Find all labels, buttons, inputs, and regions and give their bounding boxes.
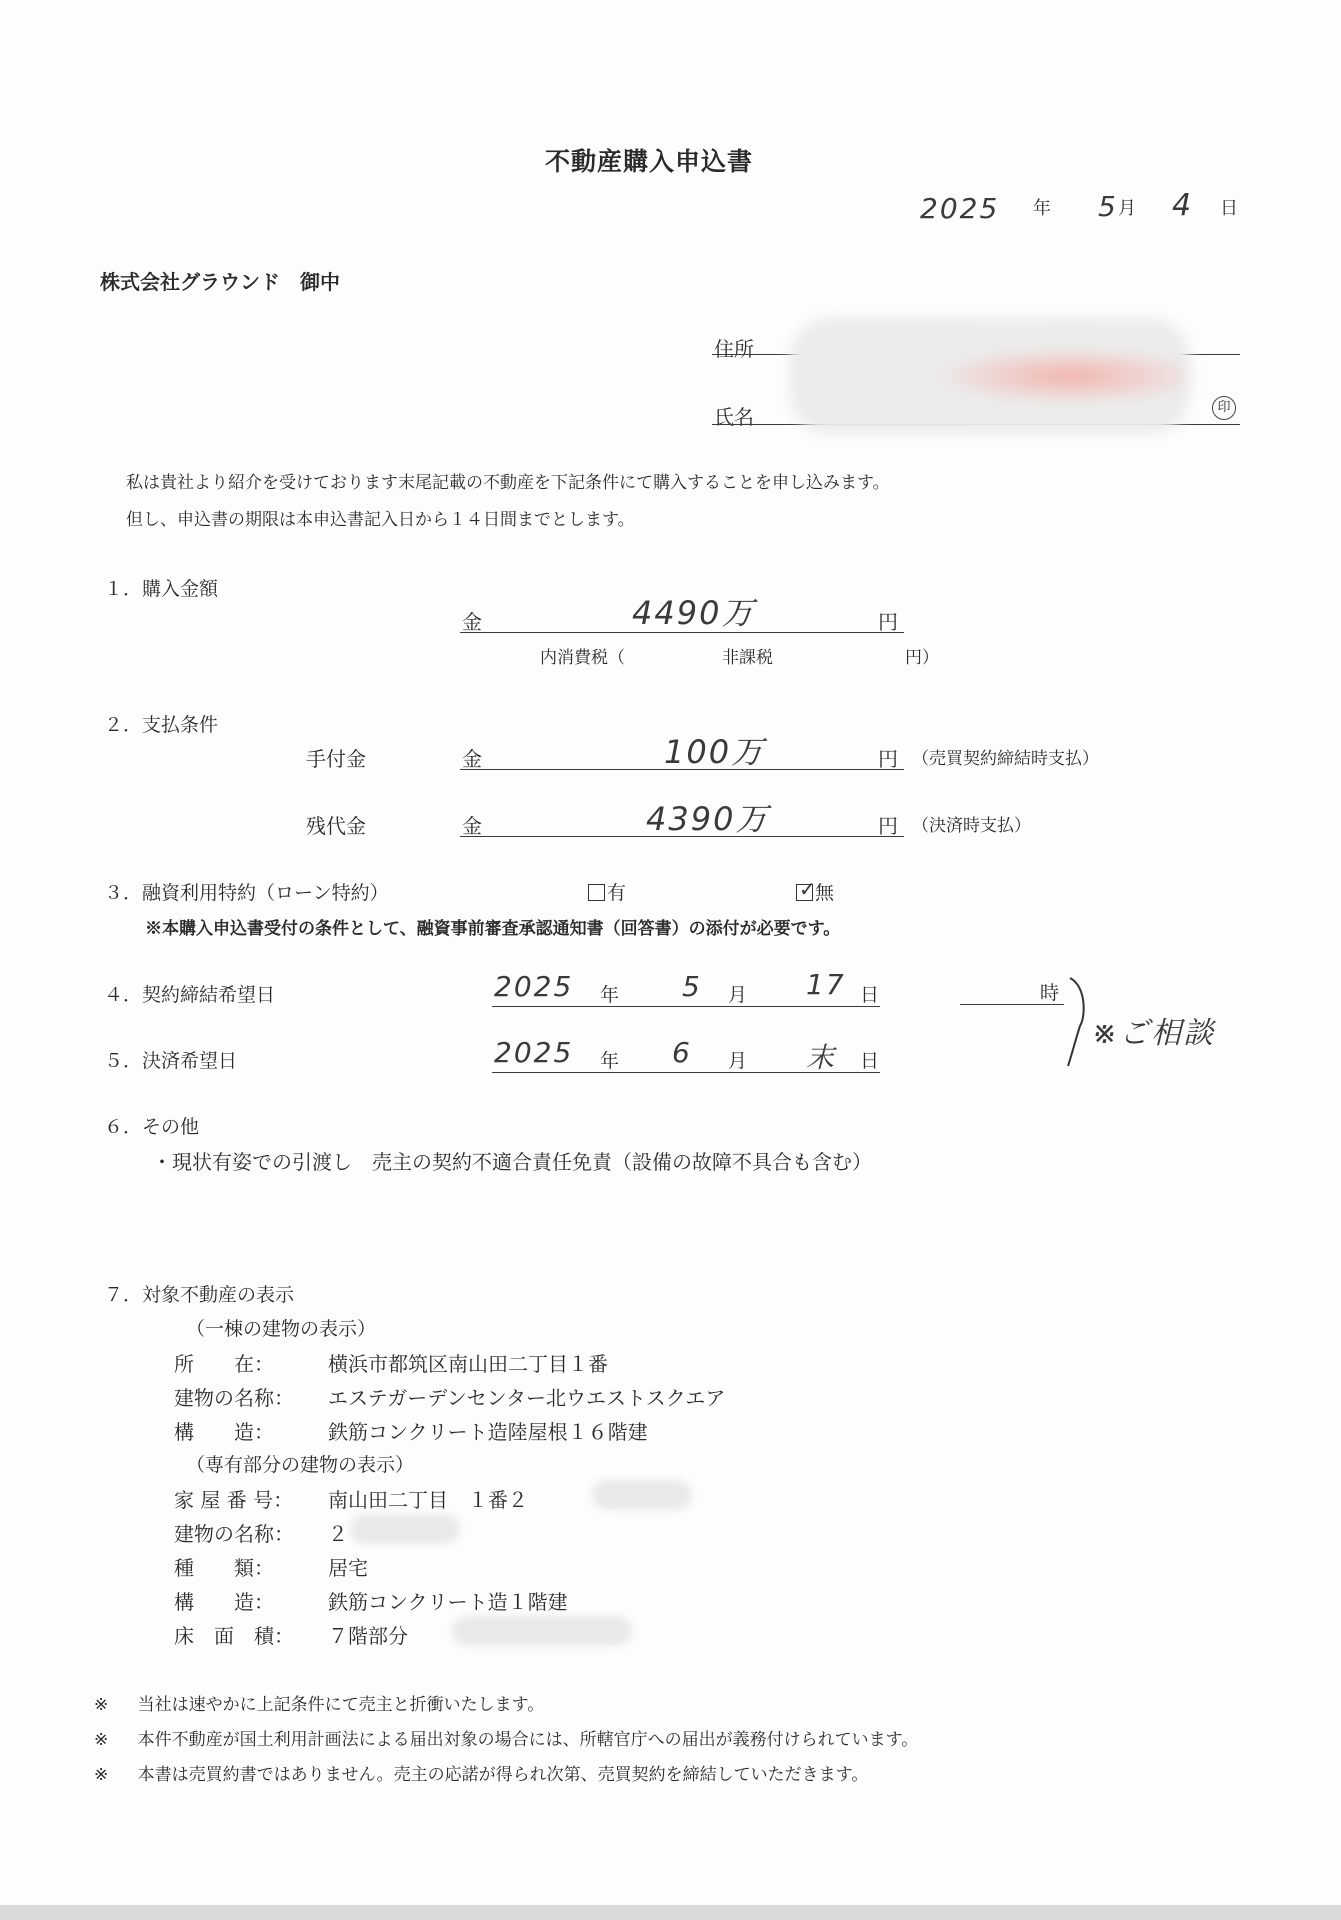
deposit-label: 手付金	[306, 747, 366, 771]
kind-label: 種 類：	[174, 1556, 274, 1580]
settlement-day-label: 日	[860, 1050, 880, 1072]
structure-label: 構 造：	[174, 1420, 274, 1444]
location-value: 横浜市都筑区南山田二丁目１番	[328, 1352, 608, 1376]
floor-area-value: ７階部分	[328, 1624, 408, 1648]
intro-line-2: 但し、申込書の期限は本申込書記入日から１４日間までとします。	[126, 510, 635, 530]
date-year-label: 年	[1033, 198, 1051, 219]
loan-option-no[interactable]	[796, 878, 834, 905]
section-6-item: ・現状有姿での引渡し 売主の契約不適合責任免責（設備の故障不具合も含む）	[152, 1150, 872, 1174]
contract-month-label: 月	[728, 984, 748, 1006]
unit-structure-value: 鉄筋コンクリート造１階建	[328, 1590, 568, 1614]
tax-exempt-label: 非課税	[722, 648, 773, 668]
section-7-heading: ７．対象不動産の表示	[104, 1284, 295, 1306]
section-6-heading: ６．その他	[104, 1116, 200, 1138]
deposit-underline	[460, 769, 904, 770]
date-year-value: 2025	[920, 192, 1000, 225]
tax-close-label: 円）	[905, 648, 939, 668]
handwritten-bracket	[1066, 976, 1088, 1068]
house-number-label: 家 屋 番 号：	[174, 1488, 294, 1512]
contract-day-label: 日	[860, 984, 880, 1006]
deposit-kin: 金	[462, 747, 482, 771]
contract-year-label: 年	[600, 984, 620, 1006]
footnote-1	[94, 1690, 544, 1715]
date-month-value: 5	[1098, 190, 1118, 223]
settlement-month-value: 6	[672, 1036, 692, 1069]
deposit-yen: 円	[878, 747, 898, 771]
deposit-amount: 100万	[664, 733, 766, 771]
loan-option-yes-label: 有	[607, 882, 627, 904]
balance-underline	[460, 836, 904, 837]
footnote-text: 本書は売買約書ではありません。売主の応諾が得られ次第、売買契約を締結していただきます。	[137, 1765, 869, 1785]
page-title: 不動産購入申込書	[545, 147, 754, 176]
unit-structure-label: 構 造：	[174, 1590, 274, 1614]
recipient: 株式会社グラウンド 御中	[100, 270, 340, 294]
section-3-heading: ３．融資利用特約（ローン特約）	[104, 882, 389, 904]
price-yen: 円	[878, 610, 898, 634]
checkbox-no[interactable]	[796, 877, 816, 901]
contract-date-underline	[492, 1006, 880, 1007]
building-name-label: 建物の名称：	[174, 1386, 294, 1410]
redacted-floor-area	[452, 1616, 632, 1646]
balance-label: 残代金	[306, 814, 366, 838]
name-label: 氏名	[714, 405, 754, 429]
address-label: 住所	[714, 337, 754, 361]
redacted-address-name	[790, 318, 1190, 434]
footnote-mark: ※	[94, 1695, 109, 1715]
footnote-mark: ※	[94, 1730, 109, 1750]
balance-yen: 円	[878, 814, 898, 838]
contract-day-value: 17	[806, 968, 846, 1001]
contract-hour-label: 時	[1040, 982, 1060, 1004]
date-day-label: 日	[1220, 198, 1238, 219]
settlement-month-label: 月	[728, 1050, 748, 1072]
unit-name-label: 建物の名称：	[174, 1522, 294, 1546]
building-name-value: エステガーデンセンター北ウエストスクエア	[328, 1386, 726, 1410]
date-month-label: 月	[1118, 198, 1136, 219]
date-day-value: 4	[1172, 188, 1194, 223]
footnote-mark: ※	[94, 1765, 109, 1785]
structure-value: 鉄筋コンクリート造陸屋根１６階建	[328, 1420, 648, 1444]
check-mark-icon: ✓	[799, 877, 816, 901]
settlement-year-label: 年	[600, 1050, 620, 1072]
section-4-heading: ４．契約締結希望日	[104, 984, 276, 1006]
deposit-note: （売買契約締結時支払）	[912, 749, 1099, 769]
footnote-text: 当社は速やかに上記条件にて売主と折衝いたします。	[137, 1695, 545, 1715]
price-underline	[460, 632, 904, 633]
unit-name-value: ２	[328, 1522, 348, 1546]
location-label: 所 在：	[174, 1352, 274, 1376]
loan-note: ※本購入申込書受付の条件として、融資事前審査承認通知書（回答書）の添付が必要です。	[145, 919, 841, 939]
balance-note: （決済時支払）	[912, 816, 1031, 836]
section-2-heading: ２．支払条件	[104, 714, 219, 736]
loan-option-yes[interactable]	[588, 878, 626, 905]
redacted-house-number	[592, 1480, 692, 1510]
price-kin: 金	[462, 610, 482, 634]
settlement-day-value: 末	[806, 1041, 837, 1074]
handwritten-note: ※ご相談	[1092, 1016, 1216, 1051]
contract-month-value: 5	[682, 970, 702, 1003]
tax-inclusive-label: 内消費税（	[540, 648, 625, 668]
price-amount: 4490万	[632, 594, 756, 632]
checkbox-yes[interactable]	[588, 884, 605, 901]
kind-value: 居宅	[328, 1556, 368, 1580]
footnote-text: 本件不動産が国土利用計画法による届出対象の場合には、所轄官庁への届出が義務付けられています。	[137, 1730, 919, 1750]
unit-heading: （専有部分の建物の表示）	[186, 1454, 415, 1476]
settlement-year-value: 2025	[494, 1036, 574, 1069]
footnote-3	[94, 1760, 868, 1785]
contract-year-value: 2025	[494, 970, 574, 1003]
intro-line-1: 私は貴社より紹介を受けております末尾記載の不動産を下記条件にて購入することを申し込みます。	[126, 473, 890, 493]
floor-area-label: 床 面 積：	[174, 1624, 294, 1648]
settlement-date-underline	[492, 1072, 880, 1073]
seal-mark: 印	[1212, 396, 1236, 420]
contract-hour-underline	[960, 1004, 1064, 1005]
loan-option-no-label: 無	[815, 882, 835, 904]
balance-kin: 金	[462, 814, 482, 838]
footnote-2	[94, 1725, 918, 1750]
house-number-value: 南山田二丁目 １番２	[328, 1488, 528, 1512]
building-heading: （一棟の建物の表示）	[186, 1318, 377, 1340]
redacted-unit-name	[350, 1514, 460, 1544]
section-5-heading: ５．決済希望日	[104, 1050, 238, 1072]
balance-amount: 4390万	[646, 800, 770, 838]
section-1-heading: １．購入金額	[104, 578, 219, 600]
